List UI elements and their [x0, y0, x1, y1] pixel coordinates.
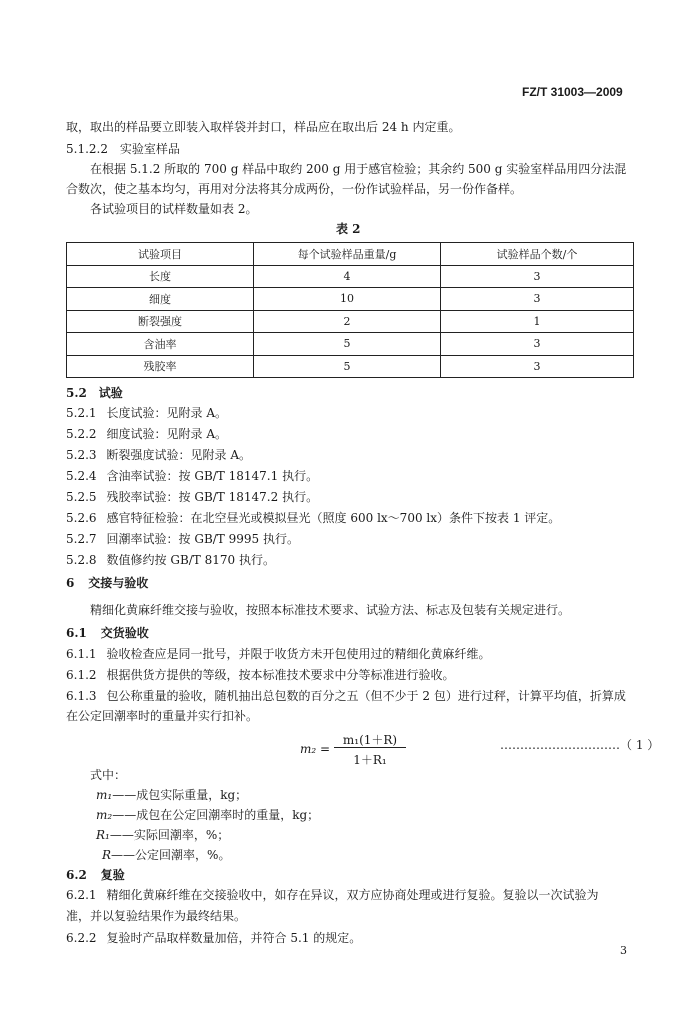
table-cell: 3 [441, 265, 634, 288]
clause-text: 复验时产品取样数量加倍，并符合 5.1 的规定。 [106, 931, 362, 945]
variable-definition [96, 828, 229, 842]
table-row [67, 333, 634, 356]
formula-numerator: m₁(1＋R) [342, 733, 398, 747]
clause-text: 长度试验：见附录 A。 [106, 406, 228, 420]
table-cell: 长度 [67, 265, 254, 288]
table-cell: 3 [441, 355, 634, 378]
clause-5-2-3 [66, 448, 251, 462]
table-cell: 含油率 [67, 333, 254, 356]
table-header-cell: 每个试验样品重量/g [254, 243, 441, 266]
variable-symbol: m₂ [96, 808, 113, 822]
clause-number: 5.2.4 [66, 469, 97, 483]
section-52-heading [66, 386, 123, 400]
clause-6-2-1 [66, 888, 599, 902]
table-cell: 10 [254, 288, 441, 311]
section-title: 复验 [100, 868, 125, 882]
table-row [67, 355, 634, 378]
clause-number: 6.2.1 [66, 888, 97, 902]
table-row [67, 310, 634, 333]
clause-number: 5.2.1 [66, 406, 97, 420]
chapter-6-intro: 精细化黄麻纤维交接与验收，按照本标准技术要求、试验方法、标志及包装有关规定进行。 [90, 603, 571, 617]
clause-number: 6.1.1 [66, 647, 97, 661]
clause-text: 根据供货方提供的等级，按本标准技术要求中分等标准进行验收。 [106, 668, 455, 682]
table-cell: 5 [254, 333, 441, 356]
page-number: 3 [620, 944, 627, 957]
clause-text: 断裂强度试验：见附录 A。 [106, 448, 252, 462]
clause-number: 5.2.7 [66, 532, 97, 546]
chapter-number: 6 [66, 576, 75, 590]
clause-5-2-2 [66, 427, 227, 441]
clause-text: 残胶率试验：按 GB/T 18147.2 执行。 [106, 490, 319, 504]
where-label: 式中： [90, 768, 127, 782]
variable-text: ——公定回潮率，%。 [111, 848, 231, 862]
paragraph-continuation: 取，取出的样品要立即装入取样袋并封口，样品应在取出后 24 h 内定重。 [66, 120, 461, 134]
clause-text: 细度试验：见附录 A。 [106, 427, 228, 441]
paragraph-line: 在根据 5.1.2 所取的 700 g 样品中取约 200 g 用于感官检验；其余约 500 g 实验室样品用四分法混 [90, 162, 627, 176]
chapter-title: 交接与验收 [88, 576, 149, 590]
clause-number: 5.2.3 [66, 448, 97, 462]
clause-number: 5.2.2 [66, 427, 97, 441]
section-number: 5.1.2.2 [66, 142, 108, 156]
clause-number: 5.2.5 [66, 490, 97, 504]
paragraph-line: 合数次，使之基本均匀，再用对分法将其分成两份，一份作试验样品，另一份作备样。 [66, 182, 523, 196]
clause-text: 验收检查应是同一批号，并限于收货方未开包使用过的精细化黄麻纤维。 [106, 647, 491, 661]
table-cell: 2 [254, 310, 441, 333]
table-header-row [67, 243, 634, 266]
table-header-cell: 试验样品个数/个 [441, 243, 634, 266]
table-intro: 各试验项目的试样数量如表 2。 [90, 202, 258, 216]
clause-6-1-2 [66, 668, 455, 682]
variable-text: ——实际回潮率，%； [109, 828, 230, 842]
clause-number: 6.1.3 [66, 689, 97, 703]
section-number: 6.1 [66, 626, 87, 640]
section-number: 5.2 [66, 386, 87, 400]
clause-5-2-1 [66, 406, 227, 420]
table-header-cell: 试验项目 [67, 243, 254, 266]
section-61-heading [66, 626, 149, 640]
clause-6-2-1-cont: 准，并以复验结果作为最终结果。 [66, 909, 247, 923]
variable-symbol: R [102, 848, 112, 862]
clause-5-2-5 [66, 490, 318, 504]
clause-text: 回潮率试验：按 GB/T 9995 执行。 [106, 532, 299, 546]
fraction-bar [334, 747, 406, 748]
section-5122-heading [66, 142, 180, 156]
variable-definition [102, 848, 230, 862]
table-cell: 5 [254, 355, 441, 378]
variable-definition [96, 808, 319, 822]
clause-number: 5.2.6 [66, 511, 97, 525]
variable-text: ——成包实际重量，kg； [112, 788, 248, 802]
section-title: 实验室样品 [119, 142, 180, 156]
variable-text: ——成包在公定回潮率时的重量，kg； [112, 808, 320, 822]
table-cell: 细度 [67, 288, 254, 311]
clause-6-1-3 [66, 689, 626, 703]
clause-5-2-8 [66, 553, 275, 567]
section-title: 试验 [98, 386, 123, 400]
clause-5-2-6 [66, 511, 560, 525]
table-cell: 4 [254, 265, 441, 288]
formula-number: …………………………（ 1 ） [500, 738, 660, 752]
variable-symbol: R₁ [96, 828, 110, 842]
formula-denominator: 1＋R₁ [353, 753, 387, 767]
variable-symbol: m₁ [96, 788, 113, 802]
table-cell: 1 [441, 310, 634, 333]
chapter-6-heading [66, 576, 148, 590]
table-2 [66, 242, 634, 378]
formula-lhs: m₂ = [300, 742, 331, 756]
clause-number: 6.1.2 [66, 668, 97, 682]
table-cell: 3 [441, 333, 634, 356]
clause-text: 包公称重量的验收，随机抽出总包数的百分之五（但不少于 2 包）进行过秤，计算平均值，折算成 [106, 689, 626, 703]
table-row [67, 265, 634, 288]
table-cell: 残胶率 [67, 355, 254, 378]
clause-6-2-2 [66, 931, 361, 945]
section-number: 6.2 [66, 868, 87, 882]
clause-text: 感官特征检验：在北空昼光或模拟昼光（照度 600 lx～700 lx）条件下按表 1 评定。 [106, 511, 561, 525]
clause-text: 精细化黄麻纤维在交接验收中，如存在异议，双方应协商处理或进行复验。复验以一次试验为 [106, 888, 599, 902]
clause-text: 含油率试验：按 GB/T 18147.1 执行。 [106, 469, 319, 483]
clause-5-2-4 [66, 469, 318, 483]
clause-6-1-1 [66, 647, 491, 661]
standard-number: FZ/T 31003—2009 [522, 85, 623, 99]
section-title: 交货验收 [100, 626, 149, 640]
section-62-heading [66, 868, 125, 882]
table-cell: 3 [441, 288, 634, 311]
clause-5-2-7 [66, 532, 299, 546]
table-row [67, 288, 634, 311]
clause-number: 6.2.2 [66, 931, 97, 945]
variable-definition [96, 788, 247, 802]
clause-number: 5.2.8 [66, 553, 97, 567]
clause-6-1-3-cont: 在公定回潮率时的重量并实行扣补。 [66, 709, 259, 723]
table-caption: 表 2 [336, 222, 361, 236]
clause-text: 数值修约按 GB/T 8170 执行。 [106, 553, 275, 567]
table-cell: 断裂强度 [67, 310, 254, 333]
